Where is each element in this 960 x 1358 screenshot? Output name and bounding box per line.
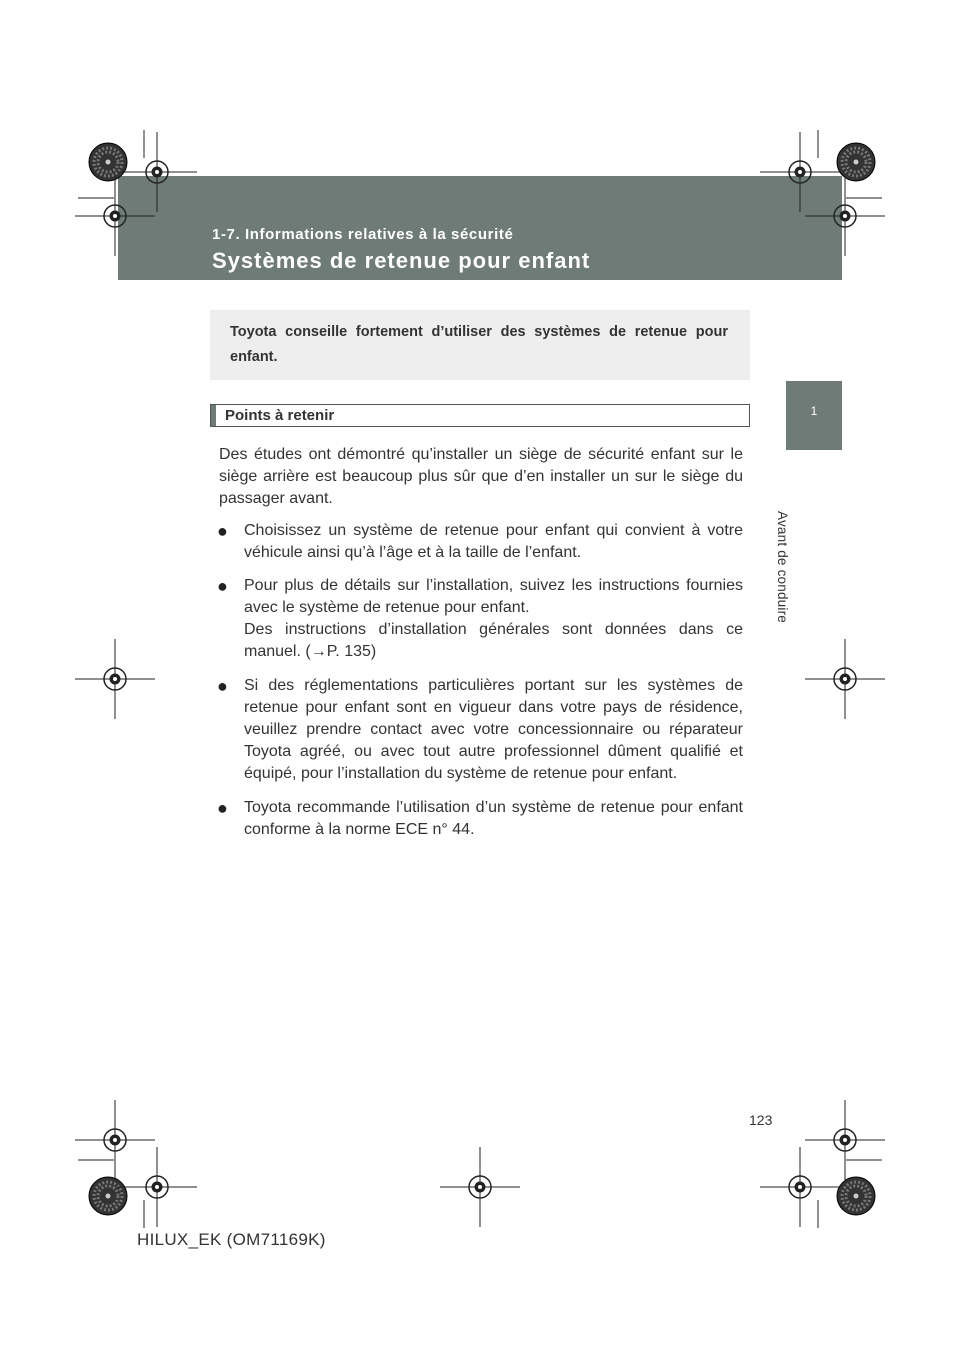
starburst-mark-icon <box>837 1177 875 1215</box>
bullet-icon: ● <box>217 521 228 541</box>
crosshair-mark-icon <box>117 1147 197 1227</box>
crosshair-mark-icon <box>805 639 885 719</box>
crosshair-mark-icon <box>440 1147 520 1227</box>
crosshair-mark-icon <box>75 1100 155 1180</box>
page-number: 123 <box>749 1112 773 1128</box>
crosshair-mark-icon <box>75 176 155 256</box>
bullet-text: Si des réglementations particulières portant sur les systèmes de retenue pour enfant sont en vigueur dans votre pays de résidence, veuillez prendre contact avec votre concessionnaire ou réparateur Toyota agréé, ou avec tout autre professionnel dûment qualifié et équipé, pour l’installation du système de retenue pour enfant. <box>244 677 743 782</box>
section-heading-text: Points à retenir <box>225 407 335 424</box>
chapter-label: Avant de conduire <box>775 511 790 623</box>
intro-paragraph: Des études ont démontré qu’installer un siège de sécurité enfant sur le siège arrière est beaucoup plus sûr que d’en installer un sur le siège du passager avant. <box>219 446 743 507</box>
crosshair-mark-icon <box>760 132 840 212</box>
chapter-number: 1 <box>810 404 818 418</box>
bullet-text: Toyota recommande l’utilisation d’un système de retenue pour enfant conforme à la norme ECE n° 44. <box>244 799 743 838</box>
crosshair-mark-icon <box>75 639 155 719</box>
crosshair-mark-icon <box>117 132 197 212</box>
crop-lines <box>78 130 882 1228</box>
crosshair-mark-icon <box>805 1100 885 1180</box>
bullet-icon: ● <box>217 798 228 818</box>
bullet-icon: ● <box>217 576 228 596</box>
bullet-subtext: Des instructions d’installation générales sont données dans ce manuel. (→P. 135) <box>244 621 743 660</box>
crosshair-mark-icon <box>805 176 885 256</box>
footer-code: HILUX_EK (OM71169K) <box>137 1230 326 1249</box>
starburst-mark-icon <box>837 143 875 181</box>
intro-text: Toyota conseille fortement d’utiliser des systèmes de retenue pour enfant. <box>230 324 728 365</box>
crosshair-mark-icon <box>760 1147 840 1227</box>
section-label: 1-7. Informations relatives à la sécurité <box>212 226 514 243</box>
starburst-mark-icon <box>89 1177 127 1215</box>
bullet-icon: ● <box>217 676 228 696</box>
bullet-text: Pour plus de détails sur l’installation, suivez les instructions fournies avec le système de retenue pour enfant. <box>244 577 743 616</box>
page-title: Systèmes de retenue pour enfant <box>212 248 591 273</box>
bullet-text: Choisissez un système de retenue pour enfant qui convient à votre véhicule ainsi qu’à l’âge et à la taille de l’enfant. <box>244 522 743 561</box>
starburst-mark-icon <box>89 143 127 181</box>
